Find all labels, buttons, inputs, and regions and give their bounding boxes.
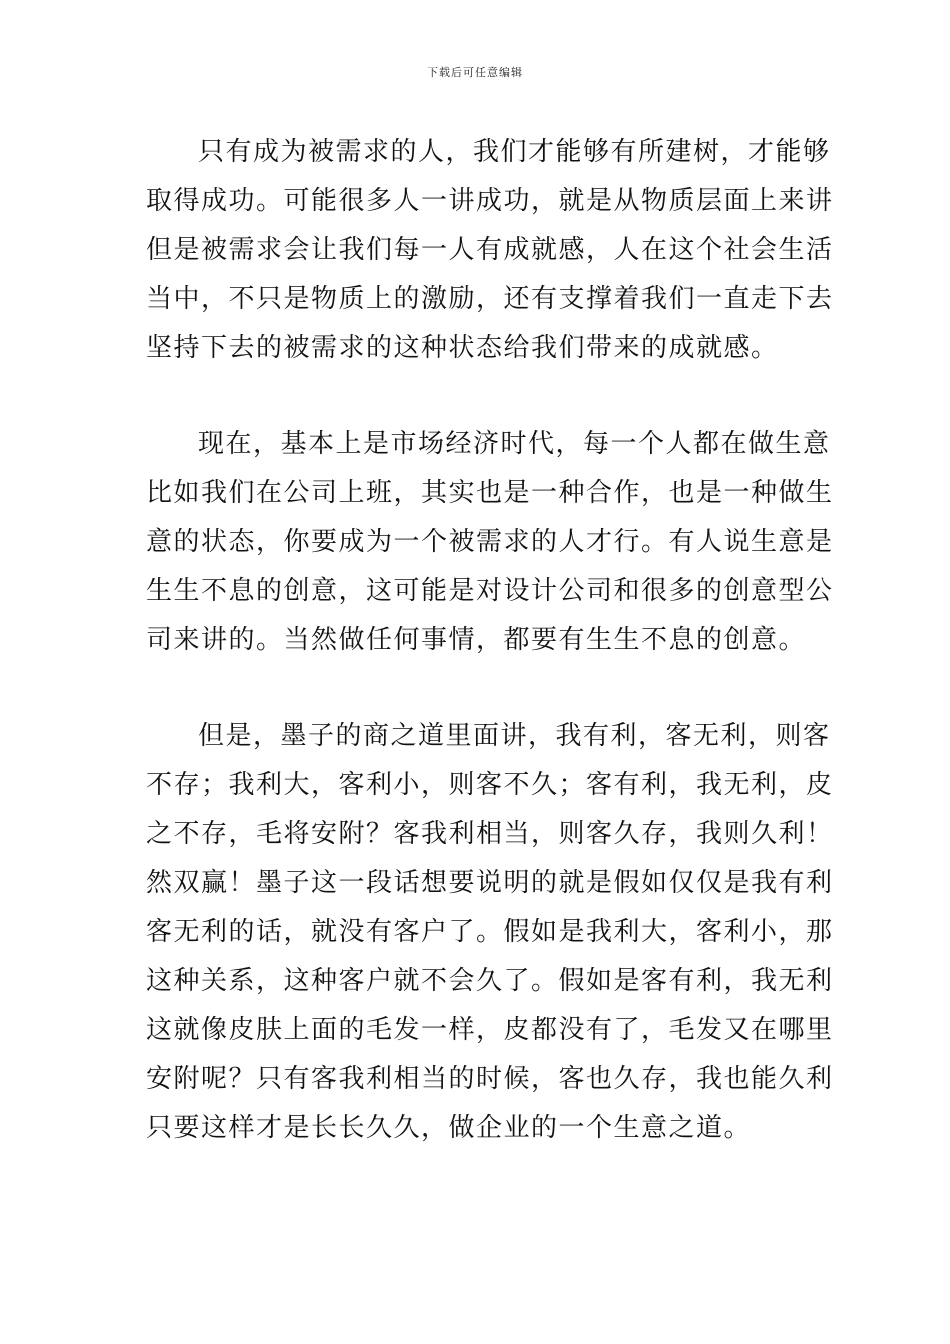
paragraph-line: 比如我们在公司上班，其实也是一种合作，也是一种做生 bbox=[146, 478, 834, 508]
paragraph-line: 现在，基本上是市场经济时代，每一个人都在做生意 bbox=[198, 429, 831, 459]
paragraph-line: 司来讲的。当然做任何事情，都要有生生不息的创意。 bbox=[146, 625, 807, 655]
paragraph-line: 之不存，毛将安附？客我利相当，则客久存，我则久利！ bbox=[146, 819, 834, 849]
paragraph-line: 意的状态，你要成为一个被需求的人才行。有人说生意是 bbox=[146, 527, 834, 557]
paragraph-line: 取得成功。可能很多人一讲成功，就是从物质层面上来讲 bbox=[146, 186, 834, 216]
paragraph-line: 然双赢！墨子这一段话想要说明的就是假如仅仅是我有利 bbox=[146, 868, 834, 898]
paragraph-line: 生生不息的创意，这可能是对设计公司和很多的创意型公 bbox=[146, 576, 834, 606]
paragraph-line: 不存；我利大，客利小，则客不久；客有利，我无利，皮 bbox=[146, 770, 834, 800]
paragraph-line: 客无利的话，就没有客户了。假如是我利大，客利小，那 bbox=[146, 917, 834, 947]
paragraph-line: 但是被需求会让我们每一人有成就感，人在这个社会生活 bbox=[146, 235, 834, 265]
paragraph-line: 这就像皮肤上面的毛发一样，皮都没有了，毛发又在哪里 bbox=[146, 1015, 834, 1045]
paragraph bbox=[146, 712, 834, 1153]
page-header: 下载后可任意编辑 bbox=[427, 66, 523, 79]
paragraph-line: 这种关系，这种客户就不会久了。假如是客有利，我无利 bbox=[146, 966, 834, 996]
paragraph bbox=[146, 420, 834, 665]
paragraph-line: 但是，墨子的商之道里面讲，我有利，客无利，则客 bbox=[198, 721, 831, 751]
document-body bbox=[146, 128, 834, 1200]
paragraph bbox=[146, 128, 834, 373]
paragraph-line: 坚持下去的被需求的这种状态给我们带来的成就感。 bbox=[146, 333, 779, 363]
paragraph-line: 当中，不只是物质上的激励，还有支撑着我们一直走下去 bbox=[146, 284, 834, 314]
paragraph-line: 只有成为被需求的人，我们才能够有所建树，才能够 bbox=[198, 137, 831, 167]
paragraph-line: 只要这样才是长长久久，做企业的一个生意之道。 bbox=[146, 1113, 752, 1143]
paragraph-line: 安附呢？只有客我利相当的时候，客也久存，我也能久利 bbox=[146, 1064, 834, 1094]
